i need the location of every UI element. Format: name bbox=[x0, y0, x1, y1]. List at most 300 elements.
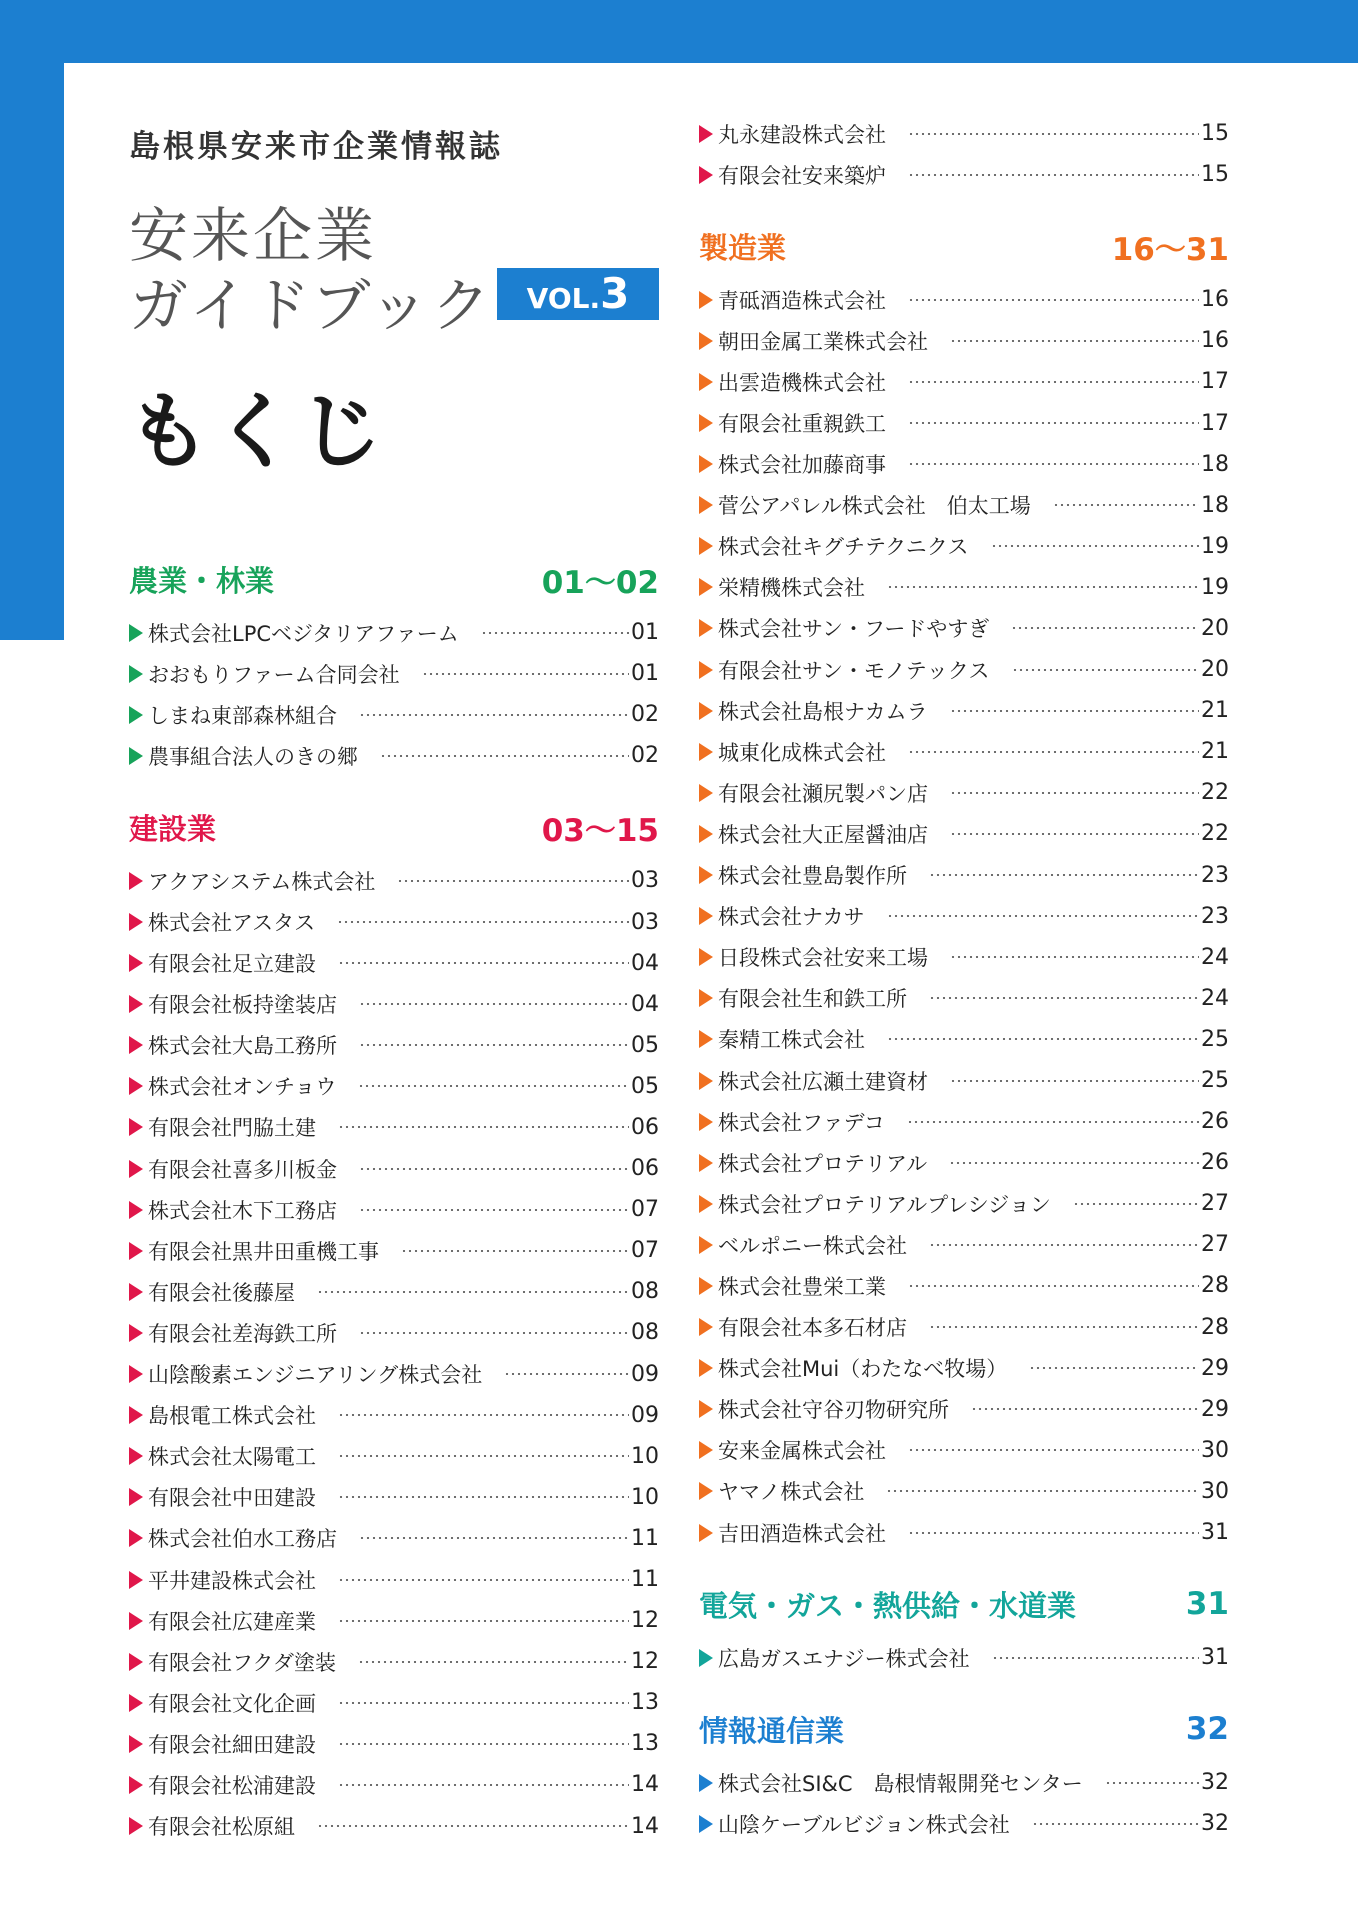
dot-leader bbox=[887, 586, 1199, 588]
company-name: 秦精工株式会社 bbox=[718, 1028, 865, 1053]
triangle-bullet-icon bbox=[129, 706, 143, 724]
toc-entry[interactable] bbox=[129, 901, 659, 942]
triangle-bullet-icon bbox=[699, 1524, 713, 1542]
triangle-bullet-icon bbox=[699, 907, 713, 925]
section-page-range: 01〜02 bbox=[541, 564, 659, 601]
toc-entry[interactable] bbox=[129, 612, 659, 653]
company-name: 山陰ケーブルビジョン株式会社 bbox=[718, 1812, 1010, 1837]
page-number: 03 bbox=[631, 868, 659, 894]
triangle-bullet-icon bbox=[699, 291, 713, 309]
page-number: 19 bbox=[1201, 533, 1229, 559]
toc-entry[interactable] bbox=[129, 1271, 659, 1312]
toc-entry[interactable] bbox=[699, 1307, 1229, 1348]
triangle-bullet-icon bbox=[699, 743, 713, 761]
toc-entry[interactable] bbox=[699, 1224, 1229, 1265]
triangle-bullet-icon bbox=[699, 784, 713, 802]
company-name: 有限会社松浦建設 bbox=[148, 1773, 316, 1798]
triangle-bullet-icon bbox=[129, 1242, 143, 1260]
company-name: 株式会社守谷刃物研究所 bbox=[718, 1398, 949, 1423]
dot-leader bbox=[950, 1080, 1199, 1082]
page-number: 22 bbox=[1201, 780, 1229, 806]
toc-entry[interactable] bbox=[129, 1600, 659, 1641]
page-number: 12 bbox=[631, 1649, 659, 1675]
dot-leader bbox=[991, 545, 1199, 547]
page-number: 25 bbox=[1201, 1026, 1229, 1052]
toc-entry[interactable] bbox=[699, 444, 1229, 485]
toc-entry[interactable] bbox=[129, 1395, 659, 1436]
toc-entry[interactable] bbox=[699, 1471, 1229, 1512]
company-name: 有限会社後藤屋 bbox=[148, 1280, 295, 1305]
page-number: 08 bbox=[631, 1320, 659, 1346]
section-spacer bbox=[699, 1678, 1229, 1696]
toc-entry[interactable] bbox=[699, 320, 1229, 361]
toc-entry[interactable] bbox=[129, 735, 659, 776]
toc-entry[interactable] bbox=[699, 113, 1229, 154]
dot-leader bbox=[338, 1579, 629, 1581]
triangle-bullet-icon bbox=[129, 1283, 143, 1301]
page-number: 02 bbox=[631, 743, 659, 769]
triangle-bullet-icon bbox=[699, 537, 713, 555]
section-title: 建設業 bbox=[129, 811, 217, 846]
triangle-bullet-icon bbox=[129, 1324, 143, 1342]
triangle-bullet-icon bbox=[129, 1653, 143, 1671]
dot-leader bbox=[1032, 1823, 1199, 1825]
page-number: 07 bbox=[631, 1197, 659, 1223]
company-name: 広島ガスエナジー株式会社 bbox=[718, 1646, 970, 1671]
dot-leader bbox=[359, 1168, 629, 1170]
company-name: 丸永建設株式会社 bbox=[718, 122, 886, 147]
toc-entry[interactable] bbox=[699, 649, 1229, 690]
toc-entry[interactable] bbox=[699, 813, 1229, 854]
toc-entry[interactable] bbox=[699, 402, 1229, 443]
dot-leader bbox=[1053, 504, 1199, 506]
triangle-bullet-icon bbox=[129, 747, 143, 765]
company-name: 有限会社門脇土建 bbox=[148, 1116, 316, 1141]
company-name: 吉田酒造株式会社 bbox=[718, 1521, 886, 1546]
company-name: 有限会社板持塗装店 bbox=[148, 993, 337, 1018]
page-number: 26 bbox=[1201, 1150, 1229, 1176]
page-number: 03 bbox=[631, 909, 659, 935]
toc-entry[interactable] bbox=[699, 978, 1229, 1019]
company-name: ベルポニー株式会社 bbox=[718, 1233, 907, 1258]
section-title: 電気・ガス・熱供給・水道業 bbox=[699, 1588, 1077, 1623]
toc-entry[interactable] bbox=[699, 485, 1229, 526]
dot-leader bbox=[401, 1250, 629, 1252]
toc-entry[interactable] bbox=[129, 1518, 659, 1559]
page-number: 28 bbox=[1201, 1314, 1229, 1340]
dot-leader bbox=[908, 381, 1199, 383]
company-name: ヤマノ株式会社 bbox=[718, 1480, 865, 1505]
section-spacer bbox=[699, 1553, 1229, 1571]
toc-entry[interactable] bbox=[129, 1436, 659, 1477]
toc-entry[interactable] bbox=[699, 279, 1229, 320]
triangle-bullet-icon bbox=[129, 954, 143, 972]
company-name: 株式会社オンチョウ bbox=[148, 1075, 337, 1100]
dot-leader bbox=[1029, 1367, 1199, 1369]
dot-leader bbox=[359, 714, 629, 716]
company-name: 有限会社足立建設 bbox=[148, 952, 316, 977]
triangle-bullet-icon bbox=[699, 619, 713, 637]
triangle-bullet-icon bbox=[699, 1359, 713, 1377]
page-number: 18 bbox=[1201, 492, 1229, 518]
company-name: 安来金属株式会社 bbox=[718, 1439, 886, 1464]
company-name: 株式会社広瀬土建資材 bbox=[718, 1069, 928, 1094]
dot-leader bbox=[971, 1408, 1199, 1410]
dot-leader bbox=[908, 463, 1199, 465]
company-name: 株式会社豊栄工業 bbox=[718, 1274, 886, 1299]
triangle-bullet-icon bbox=[129, 1488, 143, 1506]
toc-entry[interactable] bbox=[699, 1762, 1229, 1803]
dot-leader bbox=[338, 1496, 629, 1498]
volume-badge bbox=[497, 268, 659, 320]
triangle-bullet-icon bbox=[129, 1612, 143, 1630]
page-number: 17 bbox=[1201, 410, 1229, 436]
company-name: 日段株式会社安来工場 bbox=[718, 946, 928, 971]
dot-leader bbox=[908, 1285, 1199, 1287]
company-name: 有限会社差海鉄工所 bbox=[148, 1321, 337, 1346]
company-name: 株式会社Mui（わたなべ牧場） bbox=[718, 1357, 1008, 1382]
triangle-bullet-icon bbox=[699, 948, 713, 966]
page-number: 09 bbox=[631, 1361, 659, 1387]
triangle-bullet-icon bbox=[699, 166, 713, 184]
toc-entry[interactable] bbox=[129, 1230, 659, 1271]
toc-entry[interactable] bbox=[699, 567, 1229, 608]
dot-leader bbox=[1011, 627, 1199, 629]
page-number: 10 bbox=[631, 1443, 659, 1469]
triangle-bullet-icon bbox=[129, 1447, 143, 1465]
triangle-bullet-icon bbox=[699, 125, 713, 143]
page-number: 28 bbox=[1201, 1273, 1229, 1299]
toc-entry[interactable] bbox=[699, 1265, 1229, 1306]
toc-entry[interactable] bbox=[699, 361, 1229, 402]
company-name: おおもりファーム合同会社 bbox=[148, 662, 400, 687]
toc-entry[interactable] bbox=[699, 896, 1229, 937]
page-number: 14 bbox=[631, 1772, 659, 1798]
triangle-bullet-icon bbox=[699, 1400, 713, 1418]
triangle-bullet-icon bbox=[699, 332, 713, 350]
company-name: 株式会社太陽電工 bbox=[148, 1445, 316, 1470]
page-number: 15 bbox=[1201, 121, 1229, 147]
triangle-bullet-icon bbox=[129, 872, 143, 890]
dot-leader bbox=[338, 962, 629, 964]
toc-entry[interactable] bbox=[129, 860, 659, 901]
toc-right-column bbox=[699, 113, 1229, 1844]
dot-leader bbox=[886, 1490, 1199, 1492]
triangle-bullet-icon bbox=[699, 1815, 713, 1833]
dot-leader bbox=[338, 1702, 629, 1704]
page-number: 24 bbox=[1201, 944, 1229, 970]
dot-leader bbox=[338, 1743, 629, 1745]
toc-entry[interactable] bbox=[129, 1641, 659, 1682]
triangle-bullet-icon bbox=[699, 1195, 713, 1213]
volume-label: VOL. bbox=[526, 282, 601, 315]
page-number: 29 bbox=[1201, 1396, 1229, 1422]
toc-heading: もくじ bbox=[127, 383, 385, 480]
guide-title-line1: 安来企業 bbox=[129, 201, 378, 270]
page-number: 07 bbox=[631, 1238, 659, 1264]
company-name: 有限会社サン・モノテックス bbox=[718, 658, 990, 683]
page-number: 24 bbox=[1201, 985, 1229, 1011]
triangle-bullet-icon bbox=[699, 1649, 713, 1667]
dot-leader bbox=[317, 1291, 629, 1293]
company-name: 有限会社文化企画 bbox=[148, 1691, 316, 1716]
page-number: 16 bbox=[1201, 287, 1229, 313]
section-header bbox=[699, 1696, 1229, 1762]
toc-entry[interactable] bbox=[129, 653, 659, 694]
company-name: 株式会社島根ナカムラ bbox=[718, 699, 928, 724]
dot-leader bbox=[380, 755, 629, 757]
dot-leader bbox=[359, 1044, 629, 1046]
triangle-bullet-icon bbox=[699, 1774, 713, 1792]
page-number: 20 bbox=[1201, 657, 1229, 683]
dot-leader bbox=[338, 1414, 629, 1416]
toc-entry[interactable] bbox=[129, 1107, 659, 1148]
page-number: 01 bbox=[631, 661, 659, 687]
triangle-bullet-icon bbox=[699, 661, 713, 679]
toc-entry[interactable] bbox=[129, 1189, 659, 1230]
dot-leader bbox=[950, 833, 1199, 835]
section-title: 情報通信業 bbox=[699, 1713, 845, 1748]
toc-entry[interactable] bbox=[129, 1148, 659, 1189]
dot-leader bbox=[359, 1003, 629, 1005]
section-header bbox=[699, 213, 1229, 279]
page-number: 18 bbox=[1201, 451, 1229, 477]
triangle-bullet-icon bbox=[129, 1201, 143, 1219]
dot-leader bbox=[950, 340, 1199, 342]
company-name: 株式会社伯水工務店 bbox=[148, 1527, 337, 1552]
toc-entry[interactable] bbox=[129, 1682, 659, 1723]
company-name: 株式会社サン・フードやすぎ bbox=[718, 617, 990, 642]
company-name: 株式会社プロテリアル bbox=[718, 1151, 928, 1176]
company-name: しまね東部森林組合 bbox=[148, 703, 337, 728]
dot-leader bbox=[359, 1332, 629, 1334]
company-name: 株式会社LPCベジタリアファーム bbox=[148, 621, 459, 646]
dot-leader bbox=[481, 632, 629, 634]
dot-leader bbox=[358, 1085, 629, 1087]
page-number: 10 bbox=[631, 1484, 659, 1510]
triangle-bullet-icon bbox=[699, 702, 713, 720]
toc-entry[interactable] bbox=[699, 608, 1229, 649]
company-name: 株式会社豊島製作所 bbox=[718, 864, 907, 889]
dot-leader bbox=[338, 1620, 629, 1622]
page-number: 15 bbox=[1201, 162, 1229, 188]
triangle-bullet-icon bbox=[699, 866, 713, 884]
toc-entry[interactable] bbox=[699, 1101, 1229, 1142]
toc-entry[interactable] bbox=[699, 1060, 1229, 1101]
toc-entry[interactable] bbox=[699, 690, 1229, 731]
triangle-bullet-icon bbox=[129, 1529, 143, 1547]
page-number: 11 bbox=[631, 1567, 659, 1593]
toc-entry[interactable] bbox=[129, 1723, 659, 1764]
toc-entry[interactable] bbox=[129, 1806, 659, 1847]
section-header bbox=[129, 794, 659, 860]
page-number: 05 bbox=[631, 1073, 659, 1099]
section-title: 製造業 bbox=[699, 230, 787, 265]
dot-leader bbox=[504, 1373, 629, 1375]
triangle-bullet-icon bbox=[699, 1072, 713, 1090]
company-name: 朝田金属工業株式会社 bbox=[718, 329, 928, 354]
dot-leader bbox=[358, 1661, 629, 1663]
toc-entry[interactable] bbox=[699, 937, 1229, 978]
section-page-range: 32 bbox=[1185, 1711, 1229, 1748]
section-page-range: 03〜15 bbox=[541, 812, 659, 849]
page-number: 30 bbox=[1201, 1478, 1229, 1504]
dot-leader bbox=[992, 1657, 1199, 1659]
toc-entry[interactable] bbox=[699, 731, 1229, 772]
page-number: 17 bbox=[1201, 369, 1229, 395]
triangle-bullet-icon bbox=[699, 1441, 713, 1459]
section-page-range: 16〜31 bbox=[1111, 231, 1229, 268]
page-number: 04 bbox=[631, 950, 659, 976]
publisher-title: 島根県安来市企業情報誌 bbox=[129, 129, 503, 165]
dot-leader bbox=[950, 710, 1199, 712]
toc-entry[interactable] bbox=[699, 154, 1229, 195]
left-blue-band bbox=[0, 0, 64, 640]
triangle-bullet-icon bbox=[129, 665, 143, 683]
toc-entry[interactable] bbox=[129, 1559, 659, 1600]
page-number: 27 bbox=[1201, 1232, 1229, 1258]
dot-leader bbox=[908, 751, 1199, 753]
triangle-bullet-icon bbox=[699, 1236, 713, 1254]
dot-leader bbox=[908, 1532, 1199, 1534]
toc-entry[interactable] bbox=[129, 1764, 659, 1805]
triangle-bullet-icon bbox=[129, 1735, 143, 1753]
company-name: 株式会社キグチテクニクス bbox=[718, 535, 969, 560]
guide-title-line2: ガイドブック bbox=[129, 271, 494, 340]
company-name: 山陰酸素エンジニアリング株式会社 bbox=[148, 1363, 483, 1388]
toc-entry[interactable] bbox=[699, 526, 1229, 567]
company-name: 島根電工株式会社 bbox=[148, 1404, 316, 1429]
company-name: 青砥酒造株式会社 bbox=[718, 288, 886, 313]
page-number: 27 bbox=[1201, 1191, 1229, 1217]
section-header bbox=[699, 1571, 1229, 1637]
top-blue-band bbox=[0, 0, 1358, 63]
company-name: 株式会社SI&C 島根情報開発センター bbox=[718, 1771, 1083, 1796]
dot-leader bbox=[337, 921, 629, 923]
toc-entry[interactable] bbox=[129, 1354, 659, 1395]
dot-leader bbox=[397, 880, 629, 882]
triangle-bullet-icon bbox=[699, 455, 713, 473]
dot-leader bbox=[950, 956, 1199, 958]
dot-leader bbox=[338, 1126, 629, 1128]
triangle-bullet-icon bbox=[129, 624, 143, 642]
dot-leader bbox=[359, 1537, 629, 1539]
page-number: 25 bbox=[1201, 1068, 1229, 1094]
company-name: 農事組合法人のきの郷 bbox=[148, 744, 358, 769]
toc-entry[interactable] bbox=[699, 855, 1229, 896]
page-number: 06 bbox=[631, 1114, 659, 1140]
company-name: 株式会社大正屋醤油店 bbox=[718, 822, 928, 847]
dot-leader bbox=[1105, 1782, 1199, 1784]
dot-leader bbox=[908, 422, 1199, 424]
company-name: 有限会社フクダ塗装 bbox=[148, 1650, 336, 1675]
company-name: 有限会社喜多川板金 bbox=[148, 1157, 337, 1182]
toc-entry[interactable] bbox=[699, 1183, 1229, 1224]
toc-entry[interactable] bbox=[129, 694, 659, 735]
triangle-bullet-icon bbox=[129, 1160, 143, 1178]
company-name: 城東化成株式会社 bbox=[718, 740, 886, 765]
dot-leader bbox=[1012, 669, 1199, 671]
toc-entry[interactable] bbox=[129, 943, 659, 984]
toc-entry[interactable] bbox=[129, 1066, 659, 1107]
toc-entry[interactable] bbox=[699, 772, 1229, 813]
toc-entry[interactable] bbox=[699, 1430, 1229, 1471]
company-name: 有限会社広建産業 bbox=[148, 1609, 316, 1634]
toc-left-column bbox=[129, 546, 659, 1847]
triangle-bullet-icon bbox=[699, 1113, 713, 1131]
toc-entry[interactable] bbox=[699, 1142, 1229, 1183]
page-number: 31 bbox=[1201, 1520, 1229, 1546]
company-name: 株式会社プロテリアルプレシジョン bbox=[718, 1192, 1051, 1217]
company-name: 株式会社木下工務店 bbox=[148, 1198, 337, 1223]
page-number: 09 bbox=[631, 1402, 659, 1428]
dot-leader bbox=[422, 673, 629, 675]
dot-leader bbox=[929, 997, 1199, 999]
dot-leader bbox=[338, 1455, 629, 1457]
page-number: 29 bbox=[1201, 1355, 1229, 1381]
dot-leader bbox=[950, 792, 1199, 794]
company-name: 栄精機株式会社 bbox=[718, 576, 865, 601]
dot-leader bbox=[338, 1784, 629, 1786]
triangle-bullet-icon bbox=[129, 1694, 143, 1712]
dot-leader bbox=[887, 1038, 1199, 1040]
company-name: 株式会社大島工務所 bbox=[148, 1034, 337, 1059]
triangle-bullet-icon bbox=[129, 1817, 143, 1835]
dot-leader bbox=[359, 1209, 629, 1211]
company-name: 有限会社瀬尻製パン店 bbox=[718, 781, 928, 806]
dot-leader bbox=[887, 915, 1199, 917]
page-number: 22 bbox=[1201, 821, 1229, 847]
triangle-bullet-icon bbox=[699, 496, 713, 514]
toc-entry[interactable] bbox=[699, 1019, 1229, 1060]
toc-entry[interactable] bbox=[129, 1477, 659, 1518]
section-spacer bbox=[129, 776, 659, 794]
company-name: 有限会社黒井田重機工事 bbox=[148, 1239, 379, 1264]
volume-number: 3 bbox=[600, 269, 630, 318]
triangle-bullet-icon bbox=[129, 1406, 143, 1424]
toc-entry[interactable] bbox=[129, 984, 659, 1025]
toc-entry[interactable] bbox=[699, 1512, 1229, 1553]
company-name: 有限会社松原組 bbox=[148, 1815, 295, 1840]
company-name: 株式会社アスタス bbox=[148, 911, 316, 936]
page-number: 02 bbox=[631, 702, 659, 728]
page-number: 06 bbox=[631, 1156, 659, 1182]
dot-leader bbox=[929, 1326, 1199, 1328]
company-name: アクアシステム株式会社 bbox=[148, 869, 376, 894]
triangle-bullet-icon bbox=[699, 825, 713, 843]
dot-leader bbox=[929, 874, 1199, 876]
section-header bbox=[129, 546, 659, 612]
page-number: 01 bbox=[631, 620, 659, 646]
toc-entry[interactable] bbox=[129, 1025, 659, 1066]
company-name: 株式会社加藤商事 bbox=[718, 453, 886, 478]
page-number: 31 bbox=[1201, 1645, 1229, 1671]
dot-leader bbox=[949, 1162, 1199, 1164]
company-name: 有限会社中田建設 bbox=[148, 1486, 316, 1511]
page-number: 21 bbox=[1201, 698, 1229, 724]
triangle-bullet-icon bbox=[699, 989, 713, 1007]
triangle-bullet-icon bbox=[129, 1118, 143, 1136]
toc-entry[interactable] bbox=[699, 1348, 1229, 1389]
toc-entry[interactable] bbox=[699, 1637, 1229, 1678]
toc-entry[interactable] bbox=[699, 1803, 1229, 1844]
page-number: 23 bbox=[1201, 903, 1229, 929]
toc-entry[interactable] bbox=[699, 1389, 1229, 1430]
page-number: 14 bbox=[631, 1813, 659, 1839]
dot-leader bbox=[908, 133, 1199, 135]
page-number: 05 bbox=[631, 1032, 659, 1058]
toc-entry[interactable] bbox=[129, 1312, 659, 1353]
